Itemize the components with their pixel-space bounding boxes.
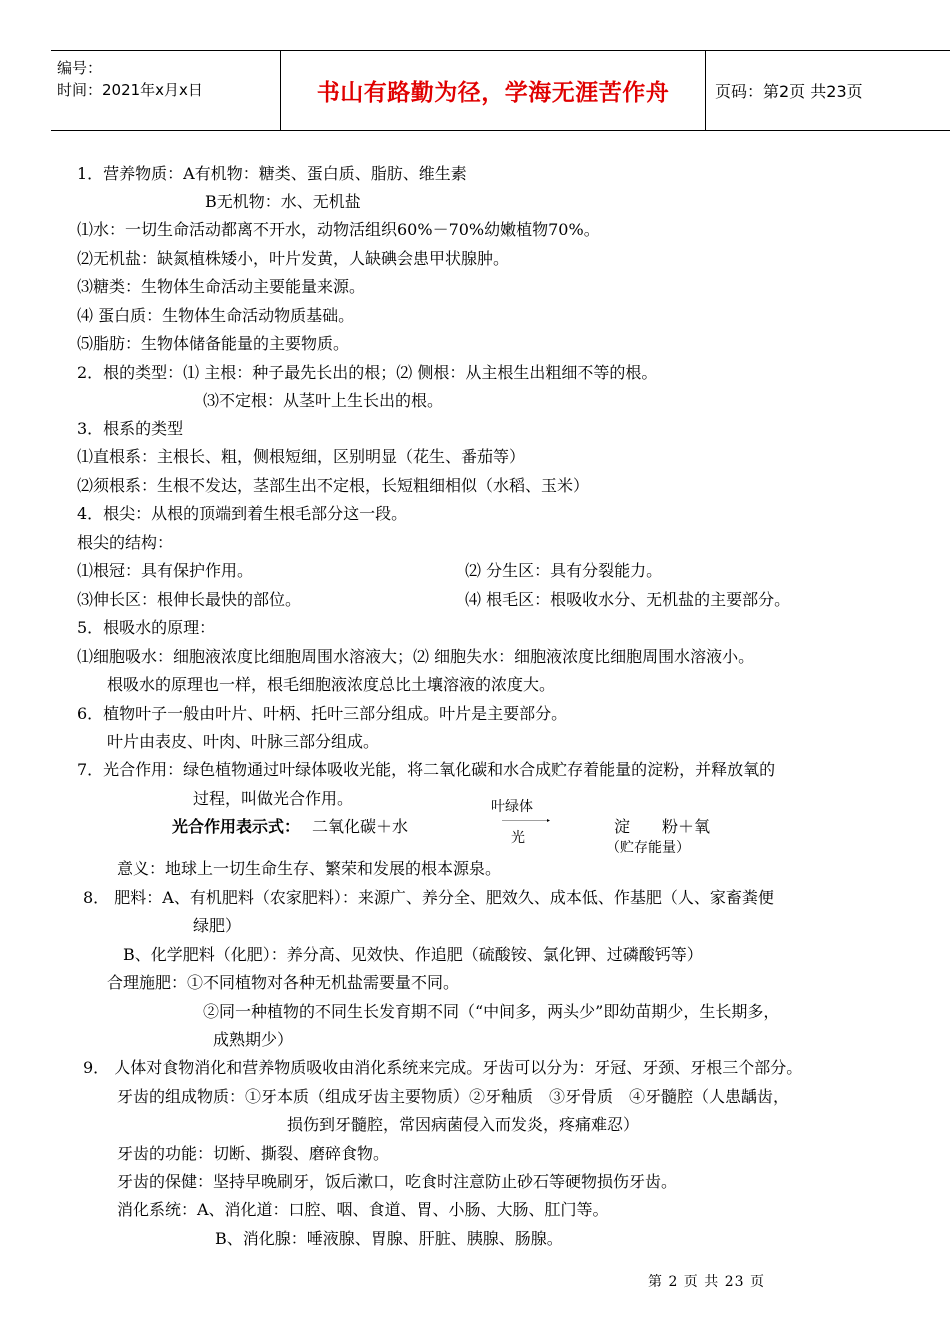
text-line: 8． 肥料：A、有机肥料（农家肥料）：来源广、养分全、肥效久、成本低、作基肥（人、家畜粪便	[83, 888, 774, 907]
text-line: 6．植物叶子一般由叶片、叶柄、托叶三部分组成。叶片是主要部分。	[77, 704, 568, 723]
text-line: ⑵无机盐：缺氮植株矮小，叶片发黄，人缺碘会患甲状腺肿。	[77, 249, 510, 268]
text-line: 2．根的类型：⑴ 主根：种子最先长出的根；⑵ 侧根：从主根生出粗细不等的根。	[77, 363, 658, 382]
formula-note: （贮存能量）	[606, 840, 690, 856]
text-line: 根尖的结构：	[77, 533, 174, 552]
text-line: B无机物：水、无机盐	[205, 192, 361, 211]
text-line: 意义：地球上一切生命生存、繁荣和发展的根本源泉。	[117, 859, 502, 878]
text-line: ⑴根冠：具有保护作用。	[77, 561, 254, 580]
text-line: ⑴直根系：主根长、粗，侧根短细，区别明显（花生、番茄等）	[77, 447, 526, 466]
text-line: B、消化腺：唾液腺、胃腺、肝脏、胰腺、肠腺。	[215, 1229, 563, 1248]
text-line: ⑵ 分生区：具有分裂能力。	[465, 561, 663, 580]
text-line: 牙齿的功能：切断、撕裂、磨碎食物。	[117, 1144, 390, 1163]
reaction-arrow-icon	[462, 819, 590, 822]
header-motto: 书山有路勤为径，学海无涯苦作舟	[316, 80, 670, 106]
text-line: ⑴水：一切生命活动都离不开水，动物活组织60%－70%幼嫩植物70%。	[77, 220, 600, 239]
text-line: 牙齿的保健：坚持早晚刷牙，饭后漱口，吃食时注意防止砂石等硬物损伤牙齿。	[117, 1172, 678, 1191]
header-number-label: 编号：	[57, 59, 103, 77]
text-line: 1．营养物质：A有机物：糖类、蛋白质、脂肪、维生素	[77, 164, 467, 183]
text-line: ⑶不定根：从茎叶上生长出的根。	[203, 391, 444, 410]
text-line: 消化系统：A、消化道：口腔、咽、食道、胃、小肠、大肠、肛门等。	[117, 1200, 609, 1219]
text-line: 牙齿的组成物质：①牙本质（组成牙齿主要物质）②牙釉质 ③牙骨质 ④牙髓腔（人患龋齿，	[117, 1087, 790, 1106]
text-line: B、化学肥料（化肥）：养分高、见效快、作追肥（硫酸铵、氯化钾、过磷酸钙等）	[123, 945, 703, 964]
text-line: ⑶糖类：生物体生命活动主要能量来源。	[77, 277, 366, 296]
formula-products: 淀 粉＋氧	[614, 817, 711, 836]
page-footer: 第 2 页 共 23 页	[648, 1274, 765, 1290]
text-line: 3．根系的类型	[77, 419, 184, 438]
text-line: 绿肥）	[193, 916, 242, 935]
text-line: ⑸脂肪：生物体储备能量的主要物质。	[77, 334, 350, 353]
page-header	[51, 50, 950, 131]
text-line: ⑷ 根毛区：根吸收水分、无机盐的主要部分。	[465, 590, 791, 609]
text-line: 合理施肥：①不同植物对各种无机盐需要量不同。	[107, 973, 460, 992]
text-line: ⑷ 蛋白质：生物体生命活动物质基础。	[77, 306, 355, 325]
text-line: 5．根吸水的原理：	[77, 618, 216, 637]
text-line: 过程，叫做光合作用。	[193, 789, 354, 808]
text-line: 根吸水的原理也一样，根毛细胞液浓度总比土壤溶液的浓度大。	[107, 675, 556, 694]
text-line: ⑶伸长区：根伸长最快的部位。	[77, 590, 302, 609]
text-line: 9． 人体对食物消化和营养物质吸收由消化系统来完成。牙齿可以分为：牙冠、牙颈、牙根三个部分。	[83, 1058, 803, 1077]
header-meta	[57, 57, 281, 101]
text-line: 损伤到牙髓腔，常因病菌侵入而发炎，疼痛难忍）	[287, 1115, 640, 1134]
header-divider	[705, 51, 706, 130]
arrow-condition-top: 叶绿体	[491, 799, 533, 815]
header-time-label: 时间：2021年x月x日	[57, 81, 203, 99]
arrow-condition-bottom: 光	[511, 830, 525, 846]
text-line: ⑵须根系：生根不发达，茎部生出不定根，长短粗细相似（水稻、玉米）	[77, 476, 590, 495]
header-page-label: 页码：第2页 共23页	[715, 82, 863, 101]
formula-reactants: 二氧化碳＋水	[312, 817, 409, 836]
formula-label: 光合作用表示式：	[172, 817, 301, 836]
text-line: ⑴细胞吸水：细胞液浓度比细胞周围水溶液大；⑵ 细胞失水：细胞液浓度比细胞周围水溶液小。	[77, 647, 755, 666]
text-line: 4．根尖：从根的顶端到着生根毛部分这一段。	[77, 504, 408, 523]
text-line: ②同一种植物的不同生长发育期不同（“中间多，两头少”即幼苗期少，生长期多，	[203, 1002, 780, 1021]
text-line: 成熟期少）	[213, 1030, 294, 1049]
text-line: 7．光合作用：绿色植物通过叶绿体吸收光能，将二氧化碳和水合成贮存着能量的淀粉，并释放氧的	[77, 760, 776, 779]
text-line: 叶片由表皮、叶肉、叶脉三部分组成。	[107, 732, 380, 751]
